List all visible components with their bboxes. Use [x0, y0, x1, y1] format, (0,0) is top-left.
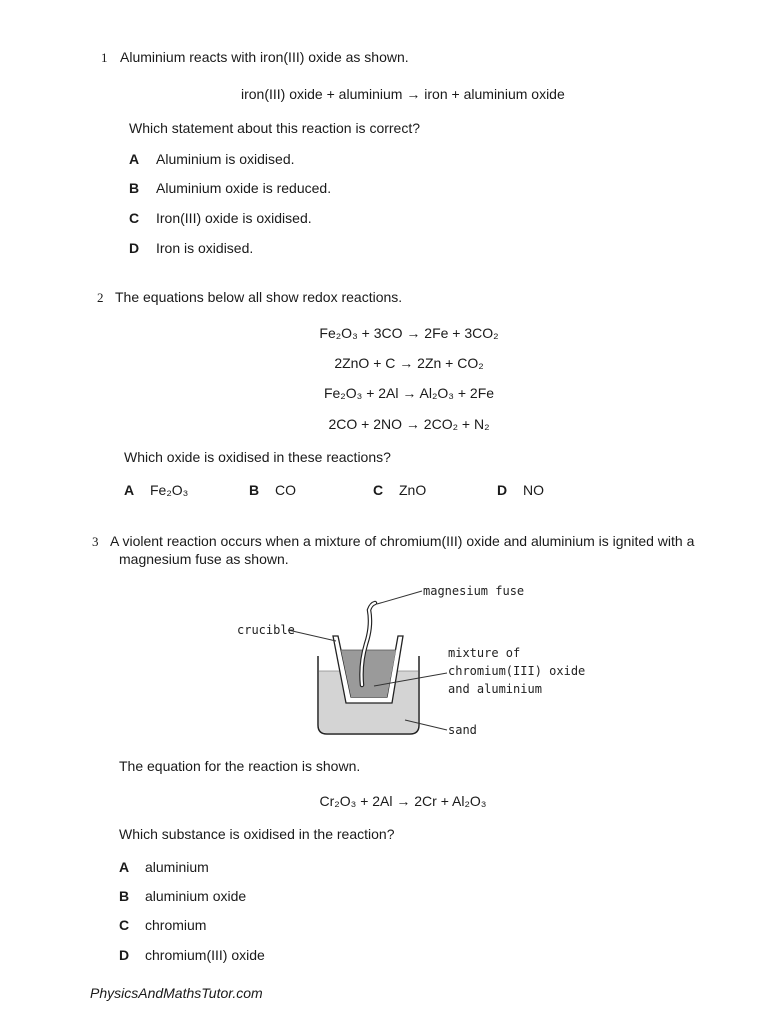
- q2-stem: The equations below all show redox reactions.: [115, 289, 403, 305]
- q3-option-d-letter: D: [119, 947, 130, 963]
- q3-option-c-text: chromium: [145, 917, 207, 933]
- label-crucible: crucible: [237, 623, 295, 637]
- q1-option-d-text: Iron is oxidised.: [156, 240, 254, 256]
- q3-option-d-text: chromium(III) oxide: [145, 947, 265, 963]
- q1-option-b-letter: B: [129, 180, 140, 196]
- q3-option-b-text: aluminium oxide: [145, 888, 247, 904]
- q1-option-a-letter: A: [129, 151, 140, 167]
- q3-number: 3: [92, 534, 99, 549]
- q2-option-d-text: NO: [523, 482, 544, 498]
- q1-number: 1: [101, 50, 108, 65]
- q3-option-b-letter: B: [119, 888, 130, 904]
- q3-option-a-text: aluminium: [145, 859, 209, 875]
- label-mixture-line3: and aluminium: [448, 682, 542, 696]
- footer-watermark: PhysicsAndMathsTutor.com: [90, 985, 263, 1001]
- q3-question: Which substance is oxidised in the reaction?: [119, 826, 395, 842]
- q3-stem-line1: A violent reaction occurs when a mixture of chromium(III) oxide and aluminium is ignited with a: [110, 533, 695, 549]
- q1-eq-reactant2: aluminium: [338, 86, 403, 102]
- q1-question: Which statement about this reaction is correct?: [129, 120, 421, 136]
- q2-equation-4: 2CO + 2NO → 2CO₂ + N₂: [328, 416, 490, 432]
- q1-eq-product2: aluminium oxide: [463, 86, 565, 102]
- q2-option-c-letter: C: [373, 482, 384, 498]
- q3-equation-intro: The equation for the reaction is shown.: [119, 758, 361, 774]
- q1-option-a-text: Aluminium is oxidised.: [156, 151, 295, 167]
- q2-question: Which oxide is oxidised in these reactions?: [124, 449, 391, 465]
- fuse-leader: [377, 591, 422, 604]
- q2-equation-1: Fe₂O₃ + 3CO → 2Fe + 3CO₂: [319, 325, 499, 341]
- label-sand: sand: [448, 723, 477, 737]
- q3-option-c-letter: C: [119, 917, 130, 933]
- q1-stem: Aluminium reacts with iron(III) oxide as shown.: [120, 49, 409, 65]
- q2-option-a-text: Fe₂O₃: [150, 482, 189, 498]
- label-mixture-line2: chromium(III) oxide: [448, 664, 586, 678]
- crucible-leader: [288, 630, 336, 641]
- q3-option-a-letter: A: [119, 859, 130, 875]
- q2-equation-3: Fe₂O₃ + 2Al → Al₂O₃ + 2Fe: [323, 385, 495, 401]
- q2-option-a-letter: A: [124, 482, 135, 498]
- label-magnesium-fuse: magnesium fuse: [423, 584, 525, 598]
- q2-equation-2: 2ZnO + C → 2Zn + CO₂: [334, 355, 484, 371]
- q2-option-d-letter: D: [497, 482, 508, 498]
- q1-eq-reactant1: iron(III) oxide: [241, 86, 323, 102]
- q1-option-c-letter: C: [129, 210, 140, 226]
- q1-option-c-text: Iron(III) oxide is oxidised.: [156, 210, 312, 226]
- q2-number: 2: [97, 290, 104, 305]
- q1-eq-plus1: +: [326, 86, 335, 102]
- q2-option-c-text: ZnO: [399, 482, 427, 498]
- label-mixture-line1: mixture of: [448, 646, 521, 660]
- q3-stem-line2: magnesium fuse as shown.: [119, 551, 289, 567]
- q1-eq-plus2: +: [451, 86, 460, 102]
- q1-eq-arrow: →: [406, 86, 421, 102]
- q3-equation: Cr₂O₃ + 2Al → 2Cr + Al₂O₃: [319, 793, 487, 809]
- q1-option-b-text: Aluminium oxide is reduced.: [156, 180, 332, 196]
- q1-eq-product1: iron: [424, 86, 448, 102]
- q2-option-b-letter: B: [249, 482, 260, 498]
- q2-option-b-text: CO: [275, 482, 296, 498]
- q1-option-d-letter: D: [129, 240, 140, 256]
